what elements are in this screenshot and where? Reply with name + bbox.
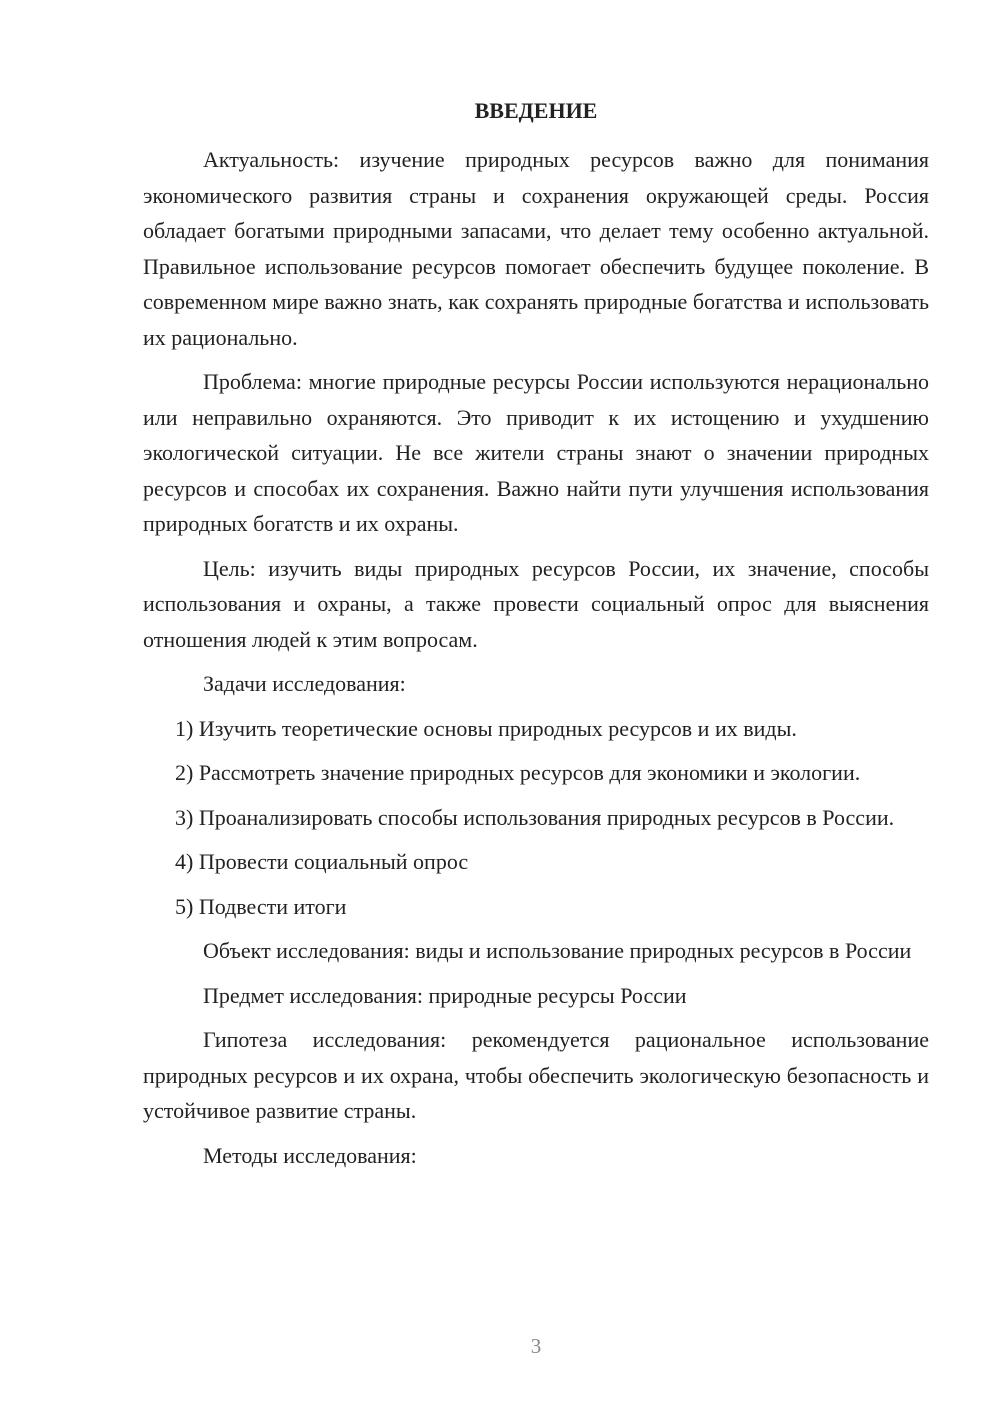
tasks-heading: Задачи исследования: [203,671,406,696]
task-item: 3) Проанализировать способы использования природных ресурсов в России. [175,804,895,830]
problem-paragraph: Проблема: многие природные ресурсы России используются нерационально или неправильно охраняются. Это приводит к их истощению и ухудшению экологической ситуации. Не все жители страны знают о значении природных ресурсов и способах их сохранения. Важно найти пути улучшения использования природных богатств и их охраны. [143,369,929,536]
research-methods-heading: Методы исследования: [203,1142,417,1168]
goal-paragraph: Цель: изучить виды природных ресурсов России, их значение, способы использования и охраны, а также провести социальный опрос для выяснения отношения людей к этим вопросам. [143,555,929,652]
page-title: ВВЕДЕНИЕ [474,98,598,123]
research-object-paragraph: Объект исследования: виды и использование природных ресурсов в России [203,938,912,963]
task-item: 2) Рассмотреть значение природных ресурсов для экономики и экологии. [175,760,861,785]
relevance-paragraph: Актуальность: изучение природных ресурсов важно для понимания экономического развития страны и сохранения окружающей среды. Россия обладает богатыми природными запасами, что делает тему особенно актуальной. Правильное использование ресурсов помогает обеспечить будущее поколение. В современном мире важно знать, как сохранять природные богатства и использовать их рационально. [143,147,929,350]
task-item: 1) Изучить теоретические основы природных ресурсов и их виды. [175,715,797,741]
task-item: 5) Подвести итоги [175,893,347,919]
document-body [143,142,929,1182]
task-item: 4) Провести социальный опрос [175,849,469,874]
research-hypothesis-paragraph: Гипотеза исследования: рекомендуется рациональное использование природных ресурсов и их охрана, чтобы обеспечить экологическую безопасность и устойчивое развитие страны. [143,1027,929,1123]
page-number: 3 [530,1334,542,1358]
research-subject-paragraph: Предмет исследования: природные ресурсы России [203,982,687,1008]
